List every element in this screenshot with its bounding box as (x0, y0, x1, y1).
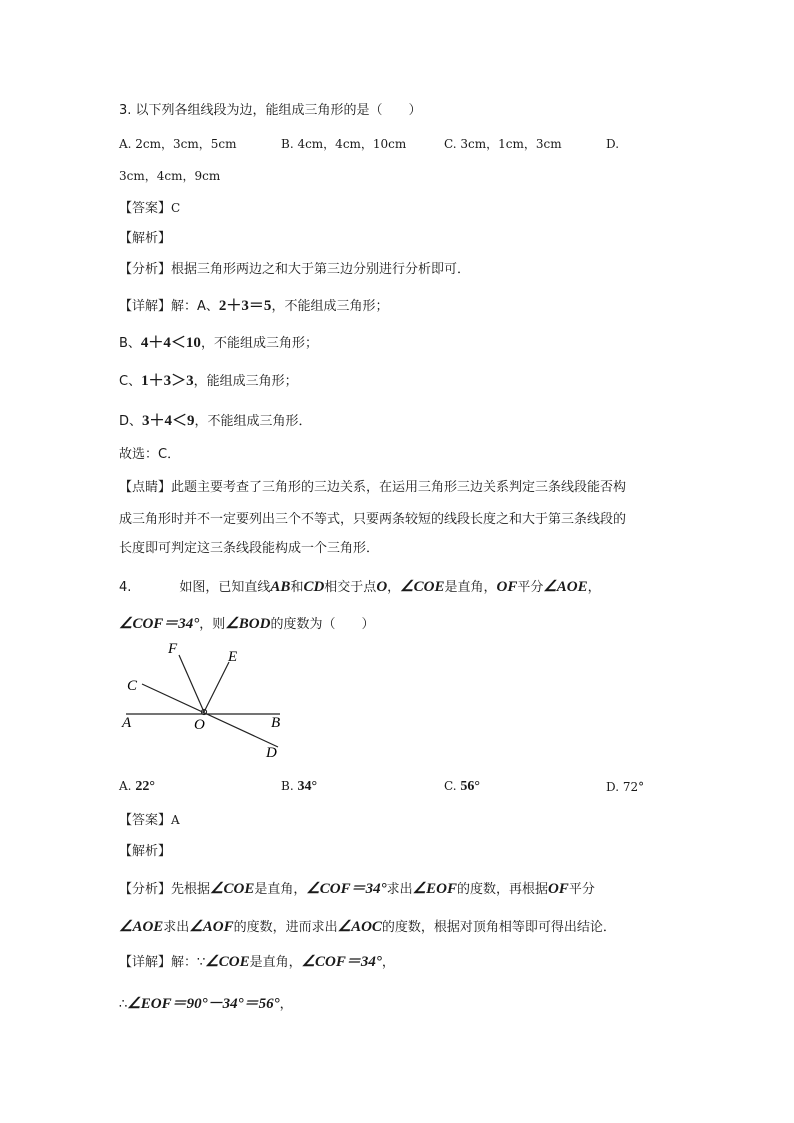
q4-answer (119, 811, 180, 830)
detail-tag: 【详解】 (119, 299, 172, 314)
q4-he: 和 (290, 580, 304, 595)
q3-comment-l1 (119, 479, 626, 497)
f2: 是直角， (254, 882, 307, 897)
answer-tag: 【答案】 (119, 813, 172, 828)
detail-d-text: ，不能组成三角形． (194, 414, 312, 429)
e1: ∴ (119, 997, 128, 1012)
detail-c-expr: 1＋3＞3 (141, 373, 194, 389)
detail-prefix: 解：A、 (171, 299, 219, 314)
q4-stem-l2 (119, 615, 374, 634)
f-of: OF (547, 881, 569, 897)
q4-coe: ∠COE (400, 579, 445, 595)
f-cof: ∠COF＝34° (306, 881, 387, 897)
q4-s3: 是直角， (444, 580, 497, 595)
fenxi-tag: 【分析】 (119, 262, 172, 277)
label-f: F (168, 641, 178, 657)
detail-c-text: ，能组成三角形； (193, 374, 298, 389)
f-coe: ∠COE (210, 881, 255, 897)
detail-c-prefix: C、 (119, 374, 142, 389)
q4-option-a (119, 777, 155, 796)
geometry-figure (118, 640, 298, 765)
detail-tag: 【详解】 (119, 955, 172, 970)
option-value: 22° (135, 779, 155, 794)
q4-fenxi-l1 (119, 880, 595, 899)
e-expr: ∠EOF＝90°－34°＝56° (127, 996, 280, 1012)
q3-option-d-cont: 3cm，4cm，9cm (119, 169, 221, 183)
option-prefix: C. (444, 779, 457, 793)
q3-detail-c (119, 372, 298, 391)
option-prefix: A. (119, 779, 132, 793)
q4-comma2: ， (587, 580, 601, 595)
option-prefix: D. (606, 780, 620, 794)
e2: ， (279, 997, 293, 1012)
detail-d-prefix: D、 (119, 414, 143, 429)
fenxi-text: 根据三角形两边之和大于第三边分别进行分析即可． (171, 262, 471, 277)
q4-s2: 相交于点 (324, 580, 377, 595)
q4-analysis-tag: 【解析】 (119, 844, 172, 859)
q3-detail-d (119, 412, 312, 431)
q4-option-c (444, 777, 480, 796)
q3-fenxi (119, 261, 470, 279)
q4-s1: 如图，已知直线 (179, 580, 271, 595)
option-value: 72° (622, 780, 645, 794)
f5: 平分 (568, 882, 595, 897)
d2: 是直角， (249, 955, 302, 970)
option-value: 34° (297, 779, 318, 794)
g-aof: ∠AOF (189, 919, 234, 935)
label-o: O (194, 717, 205, 733)
g1: 求出 (163, 920, 190, 935)
q4-option-b (281, 777, 317, 796)
q4-detail-l2 (119, 995, 293, 1014)
q4-comma: ， (387, 580, 401, 595)
g3: 的度数，根据对顶角相等即可得出结论． (381, 920, 616, 935)
d-coe: ∠COE (205, 954, 250, 970)
fenxi-tag: 【分析】 (119, 882, 172, 897)
g-aoe: ∠AOE (119, 919, 164, 935)
label-a: A (122, 715, 132, 731)
d3: ， (381, 955, 395, 970)
g-aoc: ∠AOC (337, 919, 382, 935)
q3-answer (119, 199, 180, 218)
d-cof: ∠COF＝34° (301, 954, 382, 970)
detail-a-text: ，不能组成三角形； (271, 299, 389, 314)
ray-oe (204, 662, 229, 712)
q3-stem: 3. 以下列各组线段为边，能组成三角形的是（ ） (119, 103, 422, 118)
detail-d-expr: 3＋4＜9 (142, 413, 195, 429)
f3: 求出 (386, 882, 413, 897)
answer-tag: 【答案】 (119, 201, 172, 216)
line-cd (142, 684, 281, 747)
q4-bod: ∠BOD (225, 616, 271, 632)
option-value: 56° (460, 779, 481, 794)
q4-fenxi-l2 (119, 918, 616, 937)
comment-l1: 此题主要考查了三角形的三边关系，在运用三角形三边关系判定三条线段能否构 (171, 480, 627, 495)
q4-option-d (606, 778, 644, 796)
label-c: C (127, 678, 138, 694)
q4-num: 4. (119, 580, 132, 595)
q4-s6: 的度数为（ ） (270, 617, 375, 632)
detail-b-expr: 4＋4＜10 (140, 335, 201, 351)
detail-b-prefix: B、 (119, 336, 141, 351)
d1: 解：∵ (171, 955, 206, 970)
f-eof: ∠EOF (412, 881, 457, 897)
answer-value: A (171, 813, 180, 827)
q3-detail-a (119, 297, 388, 316)
g2: 的度数，进而求出 (233, 920, 338, 935)
q4-o: O (376, 579, 388, 595)
detail-a-expr: 2＋3＝5 (218, 298, 272, 314)
option-prefix: B. (281, 779, 294, 793)
q4-cof-eq: ∠COF＝34° (119, 616, 200, 632)
q4-cd: CD (303, 579, 325, 595)
label-e: E (228, 649, 238, 665)
answer-value: C (171, 201, 181, 215)
q3-detail-b (119, 334, 318, 353)
q3-comment-l3: 长度即可判定这三条线段能构成一个三角形． (119, 541, 380, 556)
q4-s4: 平分 (517, 580, 544, 595)
q3-comment-l2: 成三角形时并不一定要列出三个不等式，只要两条较短的线段长度之和大于第三条线段的 (119, 512, 627, 527)
f4: 的度数，再根据 (456, 882, 548, 897)
label-d: D (266, 745, 277, 761)
q4-stem-l1 (119, 578, 601, 597)
q3-option-b: B. 4cm，4cm，10cm (281, 137, 407, 151)
q4-aoe: ∠AOE (543, 579, 588, 595)
detail-b-text: ，不能组成三角形； (200, 336, 318, 351)
q3-option-a: A. 2cm，3cm，5cm (119, 137, 237, 151)
q3-analysis-tag: 【解析】 (119, 231, 172, 246)
comment-tag: 【点睛】 (119, 480, 172, 495)
q4-s5: ，则 (199, 617, 226, 632)
q4-detail-l1 (119, 953, 395, 972)
q3-option-c: C. 3cm，1cm，3cm (444, 137, 562, 151)
q4-ab: AB (270, 579, 291, 595)
q4-of: OF (496, 579, 518, 595)
q3-option-d: D. (606, 137, 620, 151)
label-b: B (271, 715, 281, 731)
f1: 先根据 (171, 882, 211, 897)
q3-choose: 故选：C． (119, 447, 181, 462)
